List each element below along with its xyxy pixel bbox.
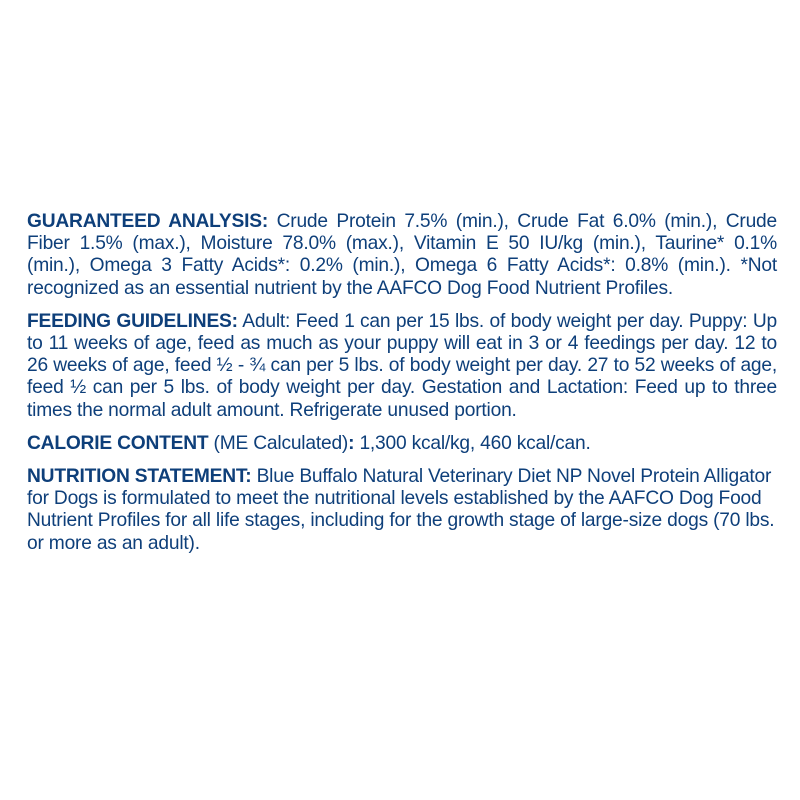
calorie-content-section [27,433,777,455]
calorie-content-qualifier: (ME Calculated) [208,432,349,454]
feeding-guidelines-section [27,311,777,422]
guaranteed-analysis-section [27,211,777,300]
nutrition-statement-text: Blue Buffalo Natural Veterinary Diet NP Novel Protein Alligator for Dogs is formulated to meet the nutritional levels established by the AAFCO Dog Food Nutrient Profiles for all life stages, including for the growth stage of large-size dogs (70 lbs. or more as an adult). [27,466,775,554]
guaranteed-analysis-text: Crude Protein 7.5% (min.), Crude Fat 6.0% (min.), Crude Fiber 1.5% (max.), Moisture 78.0% (max.), Vitamin E 50 IU/kg (min.), Taurine* 0.1% (min.), Omega 3 Fatty Acids*: 0.2% (min.), Omega 6 Fatty Acids*: 0.8% (min.). *Not recognized as an essential nutrient by the AAFCO Dog Food Nutrient Profiles. [27,211,777,299]
calorie-content-colon: : [348,432,355,454]
calorie-content-heading: CALORIE CONTENT [27,432,209,454]
feeding-guidelines-text: Adult: Feed 1 can per 15 lbs. of body weight per day. Puppy: Up to 11 weeks of age, feed as much as your puppy will eat in 3 or 4 feedings per day. 12 to 26 weeks of age, feed ½ - ¾ can per 5 lbs. of body weight per day. 27 to 52 weeks of age, feed ½ can per 5 lbs. of body weight per day. Gestation and Lactation: Feed up to three times the normal adult amount. Refrigerate unused portion. [27,310,777,421]
nutrition-statement-section [27,466,777,555]
feeding-guidelines-heading: FEEDING GUIDELINES: [27,310,238,332]
guaranteed-analysis-heading: GUARANTEED ANALYSIS: [27,211,269,232]
product-label-text [27,211,777,566]
calorie-content-text: 1,300 kcal/kg, 460 kcal/can. [354,432,591,454]
nutrition-statement-heading: NUTRITION STATEMENT: [27,466,252,488]
